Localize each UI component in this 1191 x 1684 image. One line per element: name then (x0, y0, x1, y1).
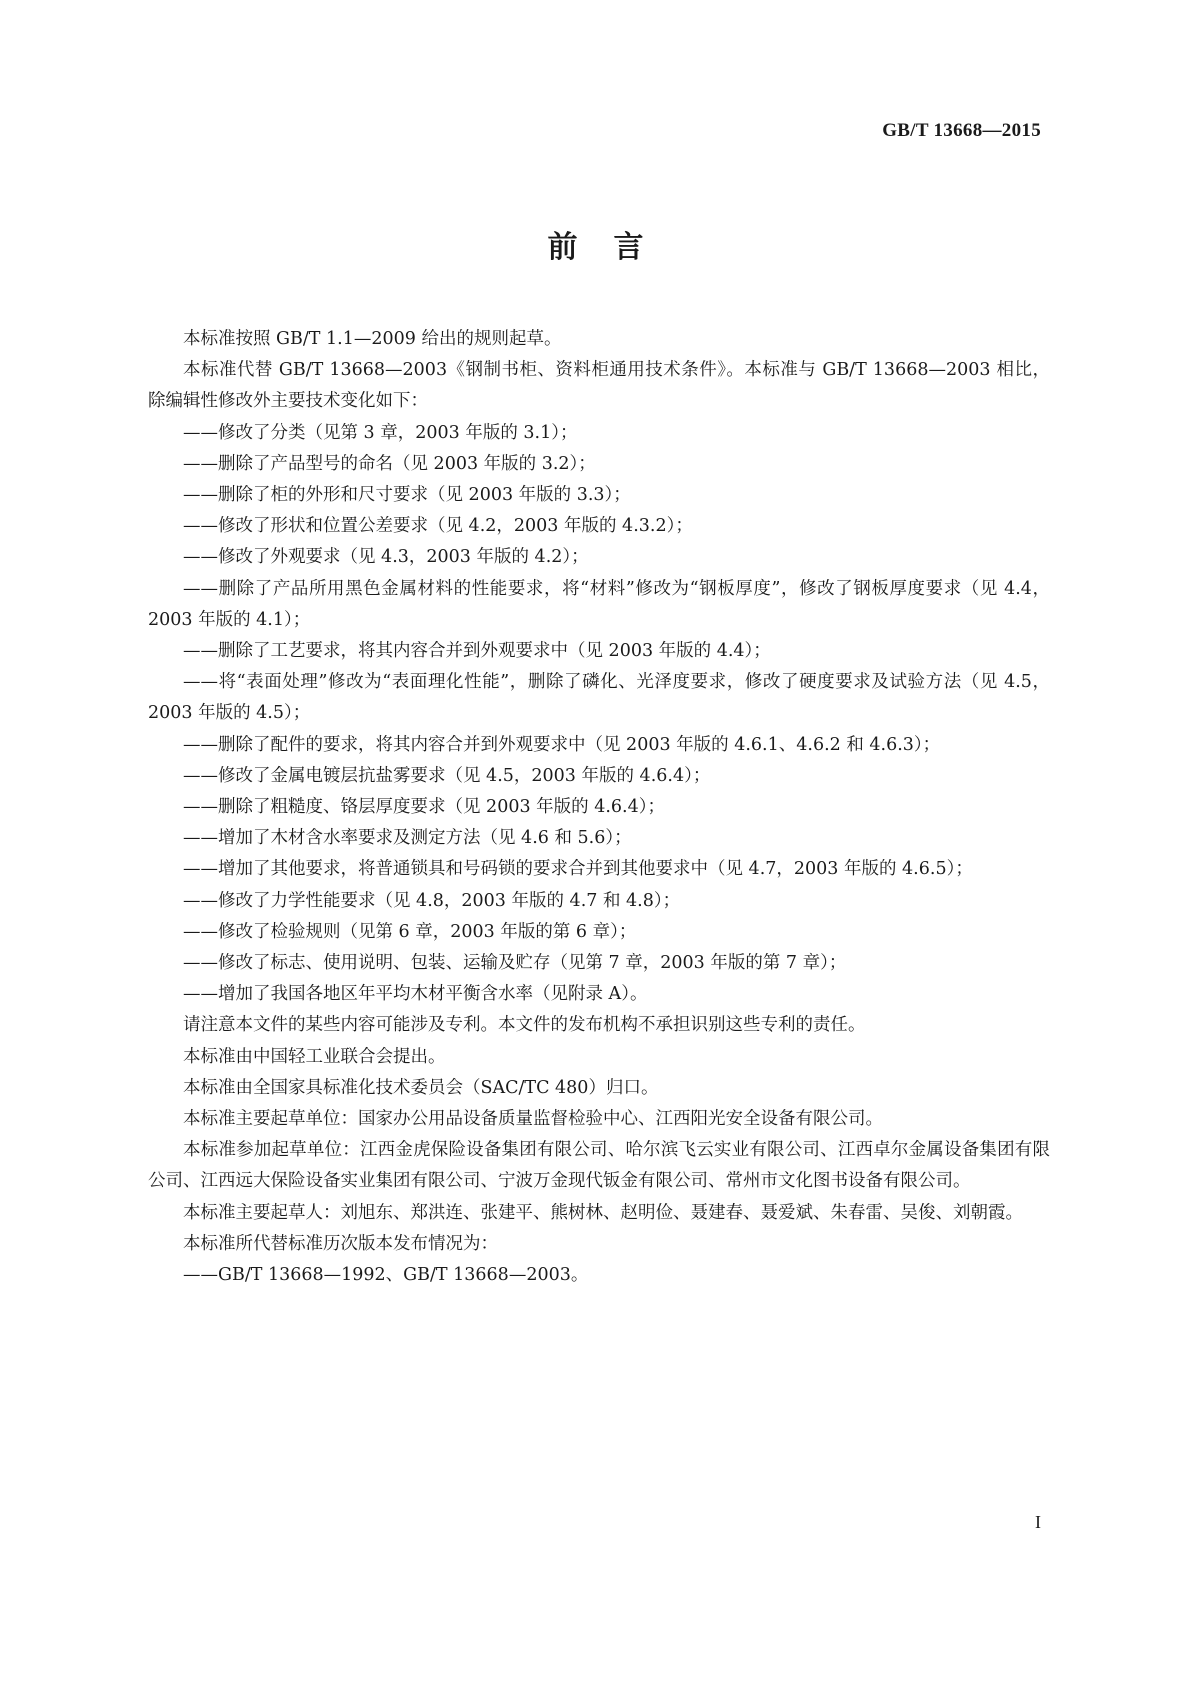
change-item: ——删除了产品所用黑色金属材料的性能要求，将“材料”修改为“钢板厚度”，修改了钢板厚度要求（见 4.4，2003 年版的 4.1）； (148, 578, 1050, 630)
change-item: ——修改了标志、使用说明、包装、运输及贮存（见第 7 章，2003 年版的第 7 章）； (183, 953, 847, 974)
change-item: ——删除了柜的外形和尺寸要求（见 2003 年版的 3.3）； (183, 485, 631, 506)
page-title: 前言 (547, 230, 680, 265)
change-item: ——将“表面处理”修改为“表面理化性能”，删除了磷化、光泽度要求，修改了硬度要求及试验方法（见 4.5，2003 年版的 4.5）； (148, 672, 1050, 724)
paragraph: 本标准按照 GB/T 1.1—2009 给出的规则起草。 (183, 329, 562, 349)
change-item: ——增加了其他要求，将普通锁具和号码锁的要求合并到其他要求中（见 4.7，2003 年版的 4.6.5）； (183, 859, 973, 880)
page-number: I (1035, 1512, 1041, 1532)
paragraph: 本标准主要起草单位：国家办公用品设备质量监督检验中心、江西阳光安全设备有限公司。 (183, 1109, 883, 1130)
paragraph: 本标准由全国家具标准化技术委员会（SAC/TC 480）归口。 (183, 1077, 659, 1098)
paragraph: 本标准主要起草人：刘旭东、郑洪连、张建平、熊树林、赵明俭、聂建春、聂爱斌、朱春雷、吴俊、刘朝霞。 (183, 1202, 1023, 1223)
change-item: ——删除了粗糙度、铬层厚度要求（见 2003 年版的 4.6.4）； (183, 797, 666, 818)
change-item: ——删除了工艺要求，将其内容合并到外观要求中（见 2003 年版的 4.4）； (183, 641, 771, 662)
change-item: ——修改了外观要求（见 4.3，2003 年版的 4.2）； (183, 547, 589, 568)
history-item: ——GB/T 13668—1992、GB/T 13668—2003。 (183, 1265, 589, 1286)
change-item: ——修改了检验规则（见第 6 章，2003 年版的第 6 章）； (183, 921, 637, 942)
change-item: ——修改了形状和位置公差要求（见 4.2，2003 年版的 4.3.2）； (183, 516, 693, 537)
standard-code: GB/T 13668—2015 (882, 120, 1041, 141)
paragraph: 本标准参加起草单位：江西金虎保险设备集团有限公司、哈尔滨飞云实业有限公司、江西卓尔金属设备集团有限公司、江西远大保险设备实业集团有限公司、宁波万金现代钣金有限公司、常州市文化图书设备有限公司。 (148, 1140, 1050, 1192)
paragraph: 本标准所代替标准历次版本发布情况为： (183, 1233, 498, 1254)
change-item: ——删除了产品型号的命名（见 2003 年版的 3.2）； (183, 453, 596, 474)
change-item: ——修改了力学性能要求（见 4.8，2003 年版的 4.7 和 4.8）； (183, 890, 681, 911)
change-item: ——增加了我国各地区年平均木材平衡含水率（见附录 A）。 (183, 984, 648, 1005)
change-item: ——修改了金属电镀层抗盐雾要求（见 4.5，2003 年版的 4.6.4）； (183, 765, 711, 786)
change-item: ——修改了分类（见第 3 章，2003 年版的 3.1）； (183, 422, 578, 443)
change-item: ——删除了配件的要求，将其内容合并到外观要求中（见 2003 年版的 4.6.1、4.6.2 和 4.6.3）； (183, 734, 941, 755)
paragraph: 请注意本文件的某些内容可能涉及专利。本文件的发布机构不承担识别这些专利的责任。 (183, 1015, 866, 1036)
foreword-body (148, 324, 1050, 1291)
change-item: ——增加了木材含水率要求及测定方法（见 4.6 和 5.6）； (183, 828, 632, 849)
paragraph: 本标准代替 GB/T 13668—2003《钢制书柜、资料柜通用技术条件》。本标准与 GB/T 13668—2003 相比，除编辑性修改外主要技术变化如下： (148, 360, 1050, 412)
paragraph: 本标准由中国轻工业联合会提出。 (183, 1046, 446, 1067)
